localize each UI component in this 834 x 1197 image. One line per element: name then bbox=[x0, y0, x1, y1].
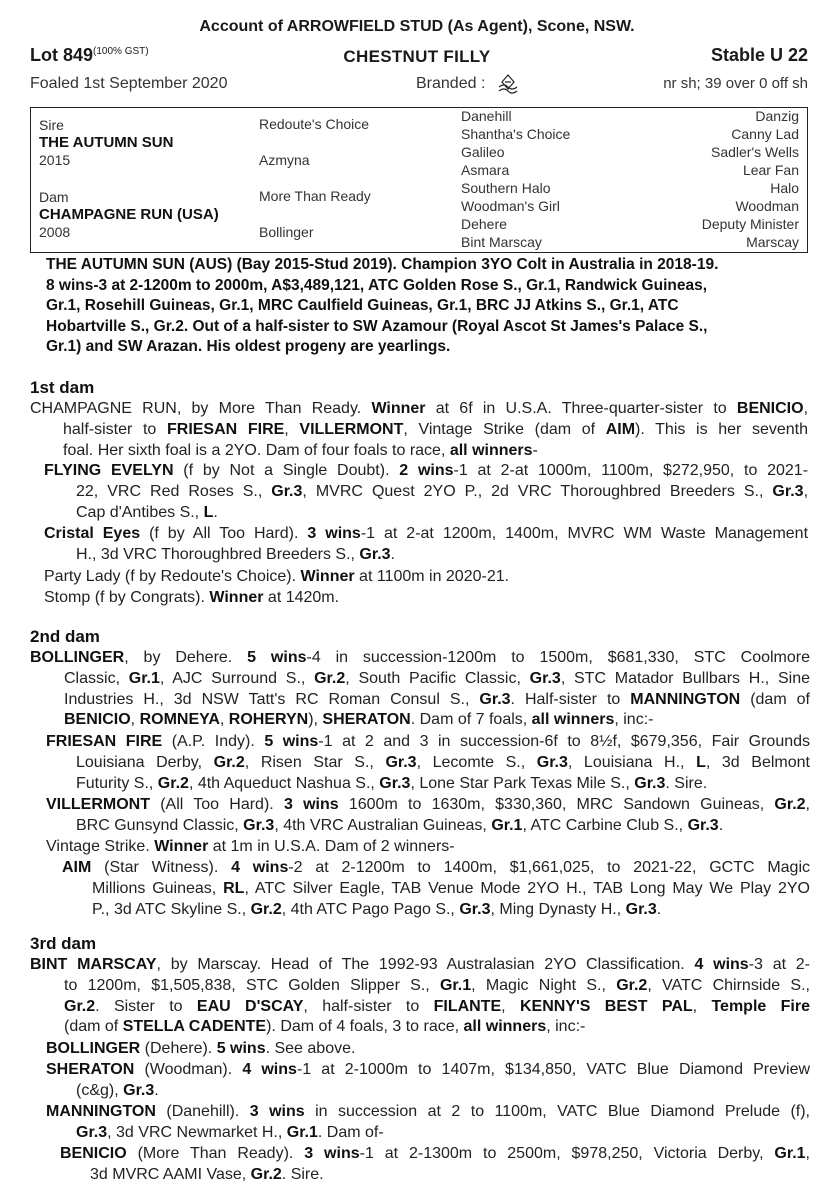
progeny-flying-evelyn bbox=[44, 461, 808, 523]
emphasis-text: Winner bbox=[300, 568, 355, 585]
emphasis-text: ROMNEYA bbox=[139, 711, 220, 729]
rich-line bbox=[64, 669, 810, 690]
sire-name: THE AUTUMN SUN bbox=[39, 134, 174, 151]
body-text: at 1100m in 2020-21. bbox=[354, 568, 510, 585]
rich-line bbox=[76, 1081, 810, 1102]
dam-dam: Bollinger bbox=[259, 224, 314, 240]
ancestor-g4: Marscay bbox=[746, 234, 799, 250]
ancestor-g3: Galileo bbox=[461, 144, 505, 160]
rich-line bbox=[46, 1060, 810, 1081]
body-text: (Star Witness). bbox=[91, 859, 232, 876]
first-dam-entry bbox=[30, 399, 808, 461]
progeny-friesan-fire bbox=[46, 732, 810, 794]
emphasis-text: Gr.1 bbox=[491, 816, 523, 834]
rich-line bbox=[63, 420, 808, 441]
body-text: . Dam of- bbox=[317, 1123, 384, 1141]
emphasis-text: Gr.3 bbox=[536, 753, 568, 771]
ancestor-g4: Halo bbox=[770, 180, 799, 196]
body-text: , bbox=[219, 711, 229, 729]
body-text: Industries H., 3d NSW Tatt's RC Roman Consul S., bbox=[64, 690, 480, 708]
body-text: . Sister to bbox=[95, 997, 197, 1015]
progeny-cristal-eyes bbox=[44, 524, 808, 566]
emphasis-text: Cristal Eyes bbox=[44, 525, 141, 542]
stable-number: Stable U 22 bbox=[710, 45, 808, 65]
emphasis-text: SHERATON bbox=[322, 711, 411, 729]
body-text: (All Too Hard). bbox=[150, 796, 284, 813]
emphasis-text: FLYING EVELYN bbox=[44, 462, 174, 479]
body-text: Party Lady (f by Redoute's Choice). bbox=[44, 568, 301, 585]
emphasis-text: Gr.3 bbox=[76, 1123, 108, 1141]
gst-note: (100% GST) bbox=[93, 46, 149, 57]
progeny-stomp bbox=[44, 588, 339, 609]
body-text: P., 3d ATC Skyline S., bbox=[92, 900, 251, 918]
body-text: ), bbox=[308, 711, 323, 729]
emphasis-text: Gr.2 bbox=[774, 796, 806, 813]
body-text: , VATC Chirnside S., bbox=[647, 976, 810, 994]
progeny-party-lady bbox=[44, 567, 509, 588]
emphasis-text: KENNY'S BEST PAL bbox=[519, 997, 693, 1015]
body-text: , STC Matador Bullbars H., Sine bbox=[560, 669, 811, 687]
emphasis-text: AIM bbox=[605, 420, 636, 438]
emphasis-text: ROHERYN bbox=[228, 711, 309, 729]
body-text: , 4th ATC Pago Pago S., bbox=[281, 900, 460, 918]
emphasis-text: Gr.1 bbox=[439, 976, 472, 994]
body-text: , Vintage Strike (dam of bbox=[403, 420, 606, 438]
emphasis-text: Gr.1 bbox=[128, 669, 160, 687]
progeny-vintage-strike bbox=[46, 837, 455, 858]
body-text: , Louisiana H., bbox=[567, 753, 697, 771]
rich-line bbox=[92, 879, 810, 900]
emphasis-text: Winner bbox=[209, 589, 264, 606]
body-text: , ATC Carbine Club S., bbox=[522, 816, 688, 834]
body-text: ). This is her seventh bbox=[635, 420, 809, 438]
emphasis-text: EAU D'SCAY bbox=[196, 997, 304, 1015]
sire-sire: Redoute's Choice bbox=[259, 116, 370, 132]
third-dam-entry bbox=[30, 955, 810, 1038]
body-text: , bbox=[803, 482, 809, 500]
rich-line bbox=[30, 955, 810, 976]
consignor-line: Account of ARROWFIELD STUD (As Agent), Scone, NSW. bbox=[199, 18, 635, 35]
rich-line bbox=[90, 1165, 810, 1186]
body-text: . Half-sister to bbox=[510, 690, 631, 708]
sire-desc-line: Gr.1) and SW Arazan. His oldest progeny are yearlings. bbox=[46, 338, 451, 356]
rich-line bbox=[64, 710, 810, 731]
body-text: BRC Gunsynd Classic, bbox=[76, 816, 244, 834]
body-text: -2 at 2-1200m to 1400m, $1,661,025, to 2021-22, GCTC Magic bbox=[288, 859, 811, 876]
rich-line bbox=[76, 545, 808, 566]
ancestor-g3: Southern Halo bbox=[461, 180, 551, 196]
body-text: , Lecomte S., bbox=[416, 753, 537, 771]
ancestor-g3: Woodman's Girl bbox=[461, 198, 560, 214]
body-text: Classic, bbox=[64, 669, 129, 687]
body-text: , 3d Belmont bbox=[705, 753, 810, 771]
rich-line bbox=[44, 588, 339, 609]
dam-year: 2008 bbox=[39, 224, 71, 240]
body-text: Cap d'Antibes S., bbox=[76, 503, 204, 521]
emphasis-text: 3 wins bbox=[304, 1145, 360, 1162]
emphasis-text: Gr.3 bbox=[359, 545, 391, 563]
rich-line bbox=[30, 399, 808, 420]
ancestor-g3: Dehere bbox=[461, 216, 507, 232]
brand-marks-note: nr sh; 39 over 0 off sh bbox=[663, 75, 808, 92]
body-text: at 6f in U.S.A. Three-quarter-sister to bbox=[425, 400, 737, 417]
body-text: Stomp (f by Congrats). bbox=[44, 589, 210, 606]
rich-line bbox=[62, 858, 810, 879]
body-text: , ATC Silver Eagle, TAB Venue Mode 2YO H., TAB Long May We Play 2YO bbox=[244, 879, 810, 897]
emphasis-text: all winners bbox=[531, 711, 615, 729]
body-text: Futurity S., bbox=[76, 774, 158, 792]
body-text: , South Pacific Classic, bbox=[345, 669, 530, 687]
body-text: 22, VRC Red Roses S., bbox=[76, 482, 272, 500]
rich-line bbox=[63, 441, 808, 462]
ancestor-g4: Woodman bbox=[735, 198, 799, 214]
emphasis-text: all winners bbox=[463, 1018, 547, 1036]
emphasis-text: VILLERMONT bbox=[46, 796, 150, 813]
progeny-bollinger bbox=[46, 1039, 355, 1060]
ancestor-g3: Danehill bbox=[461, 108, 512, 124]
rich-line bbox=[64, 690, 810, 711]
brand-mark-icon bbox=[496, 73, 520, 95]
emphasis-text: Gr.1 bbox=[286, 1123, 318, 1141]
emphasis-text: Gr.2 bbox=[157, 774, 189, 792]
rich-line bbox=[64, 997, 810, 1018]
third-dam-heading: 3rd dam bbox=[30, 934, 97, 953]
body-text: , Lone Star Park Texas Mile S., bbox=[410, 774, 635, 792]
body-text: -1 at 2-at 1000m, 1100m, $272,950, to 2021- bbox=[453, 462, 809, 479]
emphasis-text: Winner bbox=[154, 838, 209, 855]
body-text: (More Than Ready). bbox=[126, 1145, 305, 1162]
body-text: , bbox=[284, 420, 300, 438]
rich-line bbox=[46, 795, 810, 816]
body-text: , inc:- bbox=[614, 711, 654, 729]
rich-line bbox=[76, 482, 808, 503]
emphasis-text: STELLA CADENTE bbox=[122, 1018, 267, 1036]
emphasis-text: 3 wins bbox=[249, 1103, 305, 1120]
body-text: foal. Her sixth foal is a 2YO. Dam of four foals to race, bbox=[63, 441, 450, 459]
body-text: ). Dam of 4 foals, 3 to race, bbox=[266, 1018, 464, 1036]
ancestor-g3: Shantha's Choice bbox=[461, 126, 571, 142]
rich-line bbox=[60, 1144, 810, 1165]
body-text: , bbox=[805, 796, 810, 813]
foaled-date: Foaled 1st September 2020 bbox=[30, 75, 228, 92]
body-text: . See above. bbox=[265, 1040, 356, 1057]
dam-sire: More Than Ready bbox=[259, 188, 371, 204]
dam-label: Dam bbox=[39, 189, 69, 205]
emphasis-text: 4 wins bbox=[231, 859, 289, 876]
sire-year: 2015 bbox=[39, 152, 71, 168]
body-text: , 4th VRC Australian Guineas, bbox=[274, 816, 492, 834]
body-text: to 1200m, $1,505,838, STC Golden Slipper S., bbox=[64, 976, 440, 994]
body-text: at 1420m. bbox=[263, 589, 340, 606]
emphasis-text: Gr.3 bbox=[479, 690, 511, 708]
rich-line bbox=[46, 1102, 810, 1123]
rich-line bbox=[76, 1123, 810, 1144]
rich-line bbox=[44, 524, 808, 545]
sire-desc-line: 8 wins-3 at 2-1200m to 2000m, A$3,489,121, ATC Golden Rose S., Gr.1, Randwick Guineas, bbox=[46, 276, 708, 294]
body-text: (Dehere). bbox=[140, 1040, 217, 1057]
rich-line bbox=[64, 1017, 810, 1038]
horse-sex-color: CHESTNUT FILLY bbox=[343, 47, 491, 66]
body-text: , by Marscay. Head of The 1992-93 Australasian 2YO Classification. bbox=[156, 956, 695, 973]
first-dam-heading: 1st dam bbox=[30, 378, 95, 397]
ancestor-g4: Canny Lad bbox=[731, 126, 799, 142]
body-text: . bbox=[390, 545, 395, 563]
emphasis-text: Gr.2 bbox=[314, 669, 346, 687]
emphasis-text: Gr.3 bbox=[271, 482, 303, 500]
body-text: . Dam of 7 foals, bbox=[410, 711, 532, 729]
emphasis-text: Gr.3 bbox=[459, 900, 491, 918]
rich-line bbox=[76, 753, 810, 774]
body-text: , half-sister to bbox=[303, 997, 434, 1015]
sire-dam: Azmyna bbox=[259, 152, 310, 168]
emphasis-text: Gr.3 bbox=[529, 669, 561, 687]
emphasis-text: BENICIO bbox=[64, 711, 131, 729]
body-text: (f by Not a Single Doubt). bbox=[173, 462, 400, 479]
ancestor-g4: Lear Fan bbox=[742, 162, 799, 178]
body-text: H., 3d VRC Thoroughbred Breeders S., bbox=[76, 545, 360, 563]
body-text: . bbox=[718, 816, 724, 834]
emphasis-text: 5 wins bbox=[247, 649, 307, 666]
pedigree-table bbox=[30, 107, 808, 253]
body-text: (A.P. Indy). bbox=[162, 733, 265, 750]
body-text: , 4th Aqueduct Nashua S., bbox=[188, 774, 380, 792]
body-text: . Sire. bbox=[281, 1165, 324, 1183]
body-text: -1 at 2-1300m to 2500m, $978,250, Victoria Derby, bbox=[359, 1145, 775, 1162]
emphasis-text: 4 wins bbox=[694, 956, 749, 973]
emphasis-text: all winners bbox=[449, 441, 533, 459]
progeny-sheraton bbox=[46, 1060, 810, 1102]
emphasis-text: Gr.1 bbox=[774, 1145, 806, 1162]
body-text: in succession at 2 to 1100m, VATC Blue Diamond Prelude (f), bbox=[304, 1103, 811, 1120]
progeny-aim bbox=[62, 858, 810, 920]
body-text: . Sire. bbox=[665, 774, 708, 792]
emphasis-text: RL bbox=[223, 879, 245, 897]
ancestor-g3: Asmara bbox=[461, 162, 510, 178]
body-text: Louisiana Derby, bbox=[76, 753, 214, 771]
emphasis-text: Gr.2 bbox=[250, 900, 282, 918]
body-text: (Danehill). bbox=[155, 1103, 250, 1120]
emphasis-text: Gr.3 bbox=[243, 816, 275, 834]
body-text: half-sister to bbox=[63, 420, 167, 438]
emphasis-text: Gr.3 bbox=[625, 900, 657, 918]
emphasis-text: FRIESAN FIRE bbox=[166, 420, 285, 438]
rich-line bbox=[46, 732, 810, 753]
body-text: (dam of bbox=[64, 1018, 123, 1036]
body-text: - bbox=[532, 441, 538, 459]
body-text: , Ming Dynasty H., bbox=[490, 900, 626, 918]
body-text: . bbox=[213, 503, 218, 521]
rich-line bbox=[76, 816, 810, 837]
emphasis-text: Gr.3 bbox=[379, 774, 411, 792]
sire-desc-line: Hobartville S., Gr.2. Out of a half-sister to SW Azamour (Royal Ascot St James's Palace S., bbox=[46, 317, 708, 335]
emphasis-text: AIM bbox=[62, 859, 92, 876]
body-text: , inc:- bbox=[546, 1018, 586, 1036]
emphasis-text: 4 wins bbox=[242, 1061, 297, 1078]
body-text: (c&g), bbox=[76, 1081, 124, 1099]
body-text: , MVRC Quest 2YO P., 2d VRC Thoroughbred Breeders S., bbox=[302, 482, 773, 500]
body-text: (Woodman). bbox=[134, 1061, 243, 1078]
progeny-villermont bbox=[46, 795, 810, 837]
emphasis-text: Gr.2 bbox=[213, 753, 245, 771]
body-text: . bbox=[656, 900, 662, 918]
body-text: (f by All Too Hard). bbox=[140, 525, 308, 542]
sire-description bbox=[46, 255, 791, 358]
emphasis-text: MANNINGTON bbox=[630, 690, 741, 708]
emphasis-text: L bbox=[203, 503, 214, 521]
body-text: , Magic Night S., bbox=[471, 976, 617, 994]
body-text: , AJC Surround S., bbox=[159, 669, 315, 687]
emphasis-text: Gr.2 bbox=[250, 1165, 282, 1183]
rich-line bbox=[46, 837, 455, 858]
progeny-benicio bbox=[60, 1144, 810, 1186]
emphasis-text: BOLLINGER bbox=[30, 649, 125, 666]
ancestor-g4: Danzig bbox=[755, 108, 799, 124]
body-text: , Risen Star S., bbox=[244, 753, 386, 771]
rich-line bbox=[30, 648, 810, 669]
body-text: , 3d VRC Newmarket H., bbox=[107, 1123, 287, 1141]
emphasis-text: Gr.3 bbox=[123, 1081, 155, 1099]
body-text: , bbox=[130, 711, 140, 729]
progeny-mannington bbox=[46, 1102, 810, 1144]
sire-label: Sire bbox=[39, 117, 64, 133]
rich-line bbox=[92, 900, 810, 921]
second-dam-heading: 2nd dam bbox=[30, 627, 100, 646]
body-text: 3d MVRC AAMI Vase, bbox=[90, 1165, 251, 1183]
body-text: Vintage Strike. bbox=[46, 838, 155, 855]
emphasis-text: MANNINGTON bbox=[46, 1103, 156, 1120]
emphasis-text: Winner bbox=[371, 400, 426, 417]
body-text: , bbox=[805, 1145, 810, 1162]
rich-line bbox=[44, 461, 808, 482]
branded-label: Branded : bbox=[416, 75, 486, 92]
emphasis-text: Temple Fire bbox=[711, 997, 810, 1015]
second-dam-entry bbox=[30, 648, 810, 731]
body-text: CHAMPAGNE RUN, by More Than Ready. bbox=[30, 400, 372, 417]
emphasis-text: FILANTE bbox=[433, 997, 502, 1015]
emphasis-text: BOLLINGER bbox=[46, 1040, 141, 1057]
emphasis-text: L bbox=[696, 753, 706, 771]
emphasis-text: Gr.3 bbox=[772, 482, 804, 500]
body-text: -1 at 2-at 1200m, 1400m, MVRC WM Waste Management bbox=[360, 525, 809, 542]
body-text: , by Dehere. bbox=[124, 649, 248, 666]
ancestor-g4: Sadler's Wells bbox=[711, 144, 799, 160]
body-text: 1600m to 1630m, $330,360, MRC Sandown Guineas, bbox=[338, 796, 775, 813]
emphasis-text: BENICIO bbox=[736, 400, 804, 417]
ancestor-g4: Deputy Minister bbox=[701, 216, 799, 232]
emphasis-text: 3 wins bbox=[283, 796, 339, 813]
emphasis-text: 3 wins bbox=[307, 525, 361, 542]
body-text: , bbox=[501, 997, 520, 1015]
emphasis-text: Gr.2 bbox=[616, 976, 648, 994]
body-text: , bbox=[803, 400, 809, 417]
emphasis-text: Gr.3 bbox=[634, 774, 666, 792]
emphasis-text: BENICIO bbox=[60, 1145, 127, 1162]
body-text: Millions Guineas, bbox=[92, 879, 224, 897]
rich-line bbox=[44, 567, 509, 588]
emphasis-text: SHERATON bbox=[46, 1061, 135, 1078]
emphasis-text: 5 wins bbox=[216, 1040, 266, 1057]
emphasis-text: FRIESAN FIRE bbox=[46, 733, 163, 750]
rich-line bbox=[76, 503, 808, 524]
emphasis-text: VILLERMONT bbox=[299, 420, 404, 438]
body-text: -1 at 2 and 3 in succession-6f to 8½f, $679,356, Fair Grounds bbox=[318, 733, 811, 750]
body-text: at 1m in U.S.A. Dam of 2 winners- bbox=[208, 838, 455, 855]
ancestor-g3: Bint Marscay bbox=[461, 234, 542, 250]
emphasis-text: Gr.3 bbox=[687, 816, 719, 834]
lot-label: Lot 849 bbox=[30, 45, 94, 65]
rich-line bbox=[46, 1039, 355, 1060]
body-text: -1 at 2-1000m to 1407m, $134,850, VATC Blue Diamond Preview bbox=[296, 1061, 811, 1078]
emphasis-text: Gr.3 bbox=[385, 753, 417, 771]
rich-line bbox=[76, 774, 810, 795]
body-text: -3 at 2- bbox=[748, 956, 811, 973]
sire-desc-line: Gr.1, Rosehill Guineas, Gr.1, MRC Caulfield Guineas, Gr.1, BRC JJ Atkins S., Gr.1, ATC bbox=[46, 297, 679, 315]
rich-line bbox=[64, 976, 810, 997]
emphasis-text: Gr.2 bbox=[64, 997, 96, 1015]
body-text: . bbox=[154, 1081, 159, 1099]
body-text: -4 in succession-1200m to 1500m, $681,330, STC Coolmore bbox=[306, 649, 810, 666]
emphasis-text: 2 wins bbox=[399, 462, 454, 479]
dam-name: CHAMPAGNE RUN (USA) bbox=[39, 206, 219, 223]
sire-desc-line: THE AUTUMN SUN (AUS) (Bay 2015-Stud 2019). Champion 3YO Colt in Australia in 2018-19. bbox=[46, 256, 719, 273]
body-text: (dam of bbox=[740, 690, 810, 708]
emphasis-text: 5 wins bbox=[264, 733, 319, 750]
emphasis-text: BINT MARSCAY bbox=[30, 956, 157, 973]
body-text: , bbox=[692, 997, 712, 1015]
